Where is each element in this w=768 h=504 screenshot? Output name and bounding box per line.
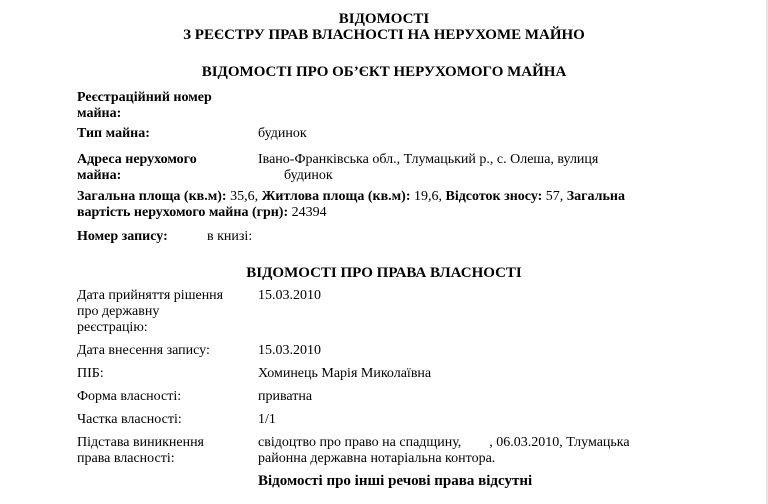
ownership-basis-value-line2: районна державна нотаріальна контора. xyxy=(258,451,496,466)
living-area-value: 19,6, xyxy=(414,189,442,204)
ownership-basis-label-line2: права власності: xyxy=(77,451,175,466)
ownership-form-value: приватна xyxy=(258,389,313,404)
area-info-line2 xyxy=(77,205,697,221)
rights-section-title: ВІДОМОСТІ ПРО ПРАВА ВЛАСНОСТІ xyxy=(246,265,522,281)
total-area-label: Загальна площа (кв.м): xyxy=(77,189,227,204)
ownership-form-label: Форма власності: xyxy=(77,389,182,404)
address-value-line1: Івано-Франківська обл., Тлумацький р., с. Олеша, вулиця xyxy=(258,152,599,167)
address-value-line2: будинок xyxy=(284,168,333,183)
object-section-title: ВІДОМОСТІ ПРО ОБ’ЄКТ НЕРУХОМОГО МАЙНА xyxy=(201,64,567,80)
document-subtitle: З РЕЄСТРУ ПРАВ ВЛАСНОСТІ НА НЕРУХОМЕ МАЙНО xyxy=(183,27,585,43)
document-title: ВІДОМОСТІ xyxy=(338,11,430,27)
entry-date-value: 15.03.2010 xyxy=(258,343,321,358)
record-number-label: Номер запису: xyxy=(77,229,168,244)
total-cost-value: 24394 xyxy=(291,205,327,220)
property-type-label: Тип майна: xyxy=(77,126,150,141)
total-area-value: 35,6, xyxy=(230,189,259,204)
other-rights-note: Відомості про інші речові права відсутні xyxy=(258,473,533,489)
entry-date-label: Дата внесення запису: xyxy=(77,343,210,358)
ownership-basis-value-line1: свідоцтво про право на спадщину, , 06.03.2010, Тлумацька xyxy=(258,435,630,450)
address-label: Адреса нерухомого майна: xyxy=(77,152,197,183)
area-info-line1 xyxy=(77,189,697,205)
wear-value: 57, xyxy=(545,189,564,204)
decision-date-value: 15.03.2010 xyxy=(258,288,321,303)
registration-number-label: Реєстраційний номер майна: xyxy=(77,90,212,121)
ownership-share-value: 1/1 xyxy=(258,412,276,427)
owner-name-label: ПІБ: xyxy=(77,366,104,381)
total-cost-label-end: вартість нерухомого майна (грн): xyxy=(77,205,289,220)
owner-name-value: Хоминець Марія Миколаївна xyxy=(258,366,432,381)
wear-label: Відсоток зносу: xyxy=(445,189,543,204)
total-cost-label-start: Загальна xyxy=(566,189,625,204)
ownership-share-label: Частка власності: xyxy=(77,412,182,427)
book-text: в книзі: xyxy=(207,229,253,244)
decision-date-label-line2: про державну xyxy=(77,304,160,319)
property-type-value: будинок xyxy=(258,126,307,141)
decision-date-label-line1: Дата прийняття рішення xyxy=(77,288,224,303)
living-area-label: Житлова площа (кв.м): xyxy=(261,189,411,204)
decision-date-label-line3: реєстрацію: xyxy=(77,320,148,335)
ownership-basis-label-line1: Підстава виникнення xyxy=(77,435,204,450)
